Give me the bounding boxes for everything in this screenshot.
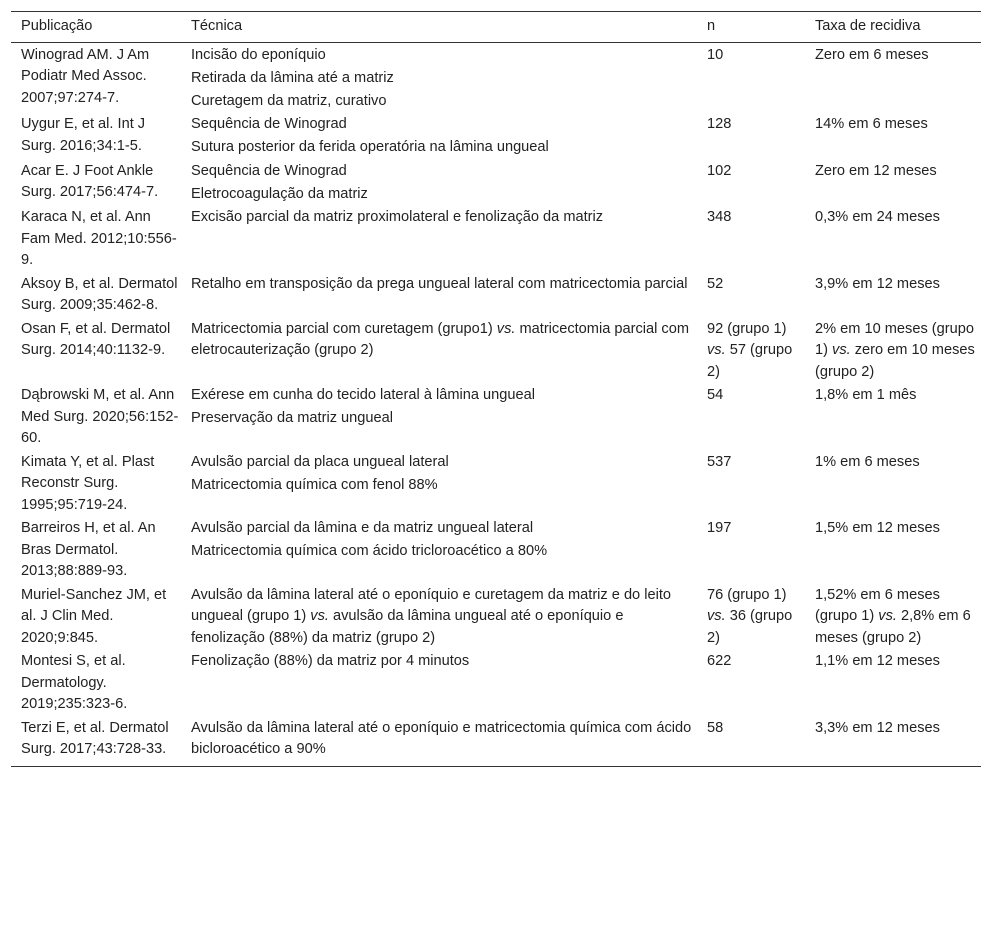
tecnica-line: Retalho em transposição da prega ungueal lateral com matricectomia parcial	[191, 275, 688, 292]
n-text: 92 (grupo 1)	[707, 320, 787, 337]
tecnica-line: Exérese em cunha do tecido lateral à lâmina ungueal	[191, 387, 535, 403]
tecnica-line: Matricectomia química com fenol 88%	[191, 476, 438, 493]
cell-tecnica	[181, 159, 697, 206]
table-header-row	[11, 12, 981, 43]
table-row	[11, 205, 981, 272]
cell-publicacao: Kimata Y, et al. Plast Reconstr Surg. 1995;95:719-24.	[21, 453, 155, 513]
tecnica-line: Sequência de Winograd	[191, 162, 347, 179]
cell-tecnica	[181, 42, 697, 112]
n-text: 57 (grupo 2)	[707, 342, 793, 380]
taxa-text: vs.	[832, 342, 851, 358]
taxa-text: 1,52% em 6 meses (grupo 1)	[815, 586, 940, 624]
cell-tecnica	[181, 583, 697, 650]
n-text: 36 (grupo 2)	[707, 608, 793, 646]
tecnica-line: Preservação da matriz ungueal	[191, 410, 393, 426]
table-row	[11, 450, 981, 517]
tecnica-line: Excisão parcial da matriz proximolateral e fenolização da matriz	[191, 209, 604, 225]
cell-n: 197	[707, 520, 732, 536]
cell-tecnica	[181, 205, 697, 272]
cell-publicacao: Terzi E, et al. Dermatol Surg. 2017;43:728-33.	[11, 716, 181, 767]
cell-publicacao: Winograd AM. J Am Podiatr Med Assoc. 2007;97:274-7.	[21, 46, 150, 106]
taxa-text: vs.	[878, 608, 897, 624]
cell-publicacao: Montesi S, et al. Dermatology. 2019;235:323-6.	[21, 653, 128, 712]
cell-n: 10	[707, 46, 724, 63]
header-n: n	[697, 12, 805, 43]
table-row	[11, 716, 981, 767]
cell-taxa-recidiva	[805, 583, 981, 650]
cell-tecnica	[181, 112, 697, 159]
tecnica-line: Avulsão da lâmina lateral até o eponíquio e matricectomia química com ácido bicloroacético a 90%	[191, 719, 692, 757]
cell-taxa-recidiva: Zero em 6 meses	[815, 46, 929, 63]
tecnica-text: Matricectomia parcial com curetagem (grupo1)	[191, 320, 497, 337]
table-row	[11, 42, 981, 112]
tecnica-text: vs.	[310, 608, 329, 624]
tecnica-line: Curetagem da matriz, curativo	[191, 92, 387, 109]
cell-publicacao: Karaca N, et al. Ann Fam Med. 2012;10:556-9.	[21, 209, 177, 268]
cell-tecnica	[181, 383, 697, 450]
cell-publicacao: Aksoy B, et al. Dermatol Surg. 2009;35:462-8.	[21, 275, 178, 313]
cell-publicacao: Dąbrowski M, et al. Ann Med Surg. 2020;56:152-60.	[21, 387, 179, 446]
tecnica-text: vs.	[496, 320, 516, 337]
tecnica-text: matricectomia parcial com eletrocauterização (grupo 2)	[191, 320, 689, 358]
n-text: 76 (grupo 1)	[707, 586, 787, 603]
table-row	[11, 159, 981, 206]
table-row	[11, 272, 981, 317]
recurrence-table	[11, 11, 981, 767]
table-row	[11, 317, 981, 384]
tecnica-line: Avulsão parcial da lâmina e da matriz ungueal lateral	[191, 520, 534, 536]
cell-n: 52	[707, 275, 724, 292]
cell-n: 54	[707, 387, 724, 403]
n-text: vs.	[707, 342, 726, 358]
cell-tecnica	[181, 450, 697, 517]
table-row	[11, 649, 981, 716]
taxa-text: 2,8% em 6 meses (grupo 2)	[815, 608, 971, 646]
cell-taxa-recidiva: 3,9% em 12 meses	[815, 275, 940, 292]
header-taxa-recidiva: Taxa de recidiva	[805, 12, 981, 43]
tecnica-line: Incisão do eponíquio	[191, 46, 326, 63]
cell-taxa-recidiva: 1% em 6 meses	[815, 453, 920, 470]
table-row	[11, 383, 981, 450]
cell-publicacao: Barreiros H, et al. An Bras Dermatol. 2013;88:889-93.	[21, 520, 156, 579]
cell-tecnica	[181, 716, 697, 767]
taxa-text: zero em 10 meses (grupo 2)	[815, 342, 975, 380]
cell-tecnica	[181, 649, 697, 716]
tecnica-line: Fenolização (88%) da matriz por 4 minutos	[191, 653, 470, 669]
cell-taxa-recidiva: 1,1% em 12 meses	[815, 653, 940, 669]
tecnica-text: avulsão da lâmina ungueal até o eponíquio e fenolização (88%) da matriz (grupo 2)	[191, 608, 624, 646]
header-tecnica: Técnica	[181, 12, 697, 43]
cell-taxa-recidiva: 0,3% em 24 meses	[815, 209, 940, 225]
cell-taxa-recidiva: 3,3% em 12 meses	[805, 716, 981, 767]
tecnica-line: Retirada da lâmina até a matriz	[191, 69, 394, 86]
tecnica-line: Avulsão parcial da placa ungueal lateral	[191, 453, 449, 470]
cell-publicacao: Acar E. J Foot Ankle Surg. 2017;56:474-7.	[21, 162, 159, 200]
cell-publicacao: Muriel-Sanchez JM, et al. J Clin Med. 2020;9:845.	[21, 586, 167, 646]
header-publicacao: Publicação	[11, 12, 181, 43]
cell-n: 58	[697, 716, 805, 767]
cell-taxa-recidiva: 1,8% em 1 mês	[815, 387, 917, 403]
n-text: vs.	[707, 608, 726, 624]
cell-n	[697, 317, 805, 384]
cell-n: 102	[707, 162, 732, 179]
table-row	[11, 583, 981, 650]
cell-tecnica	[181, 516, 697, 583]
tecnica-line: Matricectomia química com ácido tricloroacético a 80%	[191, 543, 548, 559]
table-row	[11, 516, 981, 583]
cell-n: 537	[707, 453, 732, 470]
cell-taxa-recidiva	[805, 317, 981, 384]
tecnica-text: Avulsão da lâmina lateral até o eponíquio e curetagem da matriz e do leito ungueal (grupo 1)	[191, 586, 671, 624]
cell-publicacao: Uygur E, et al. Int J Surg. 2016;34:1-5.	[21, 116, 146, 154]
tecnica-line: Sequência de Winograd	[191, 116, 347, 132]
tecnica-line: Sutura posterior da ferida operatória na lâmina ungueal	[191, 139, 549, 155]
cell-n: 348	[707, 209, 732, 225]
cell-n	[697, 583, 805, 650]
cell-n: 622	[707, 653, 732, 669]
cell-taxa-recidiva: 1,5% em 12 meses	[815, 520, 940, 536]
cell-taxa-recidiva: Zero em 12 meses	[815, 162, 937, 179]
cell-tecnica	[181, 272, 697, 317]
table-row	[11, 112, 981, 159]
cell-tecnica	[181, 317, 697, 384]
taxa-text: 2% em 10 meses (grupo 1)	[815, 320, 974, 358]
tecnica-line: Eletrocoagulação da matriz	[191, 185, 368, 202]
cell-publicacao: Osan F, et al. Dermatol Surg. 2014;40:1132-9.	[21, 320, 171, 358]
cell-taxa-recidiva: 14% em 6 meses	[815, 116, 928, 132]
table-body	[11, 42, 981, 766]
cell-n: 128	[707, 116, 732, 132]
